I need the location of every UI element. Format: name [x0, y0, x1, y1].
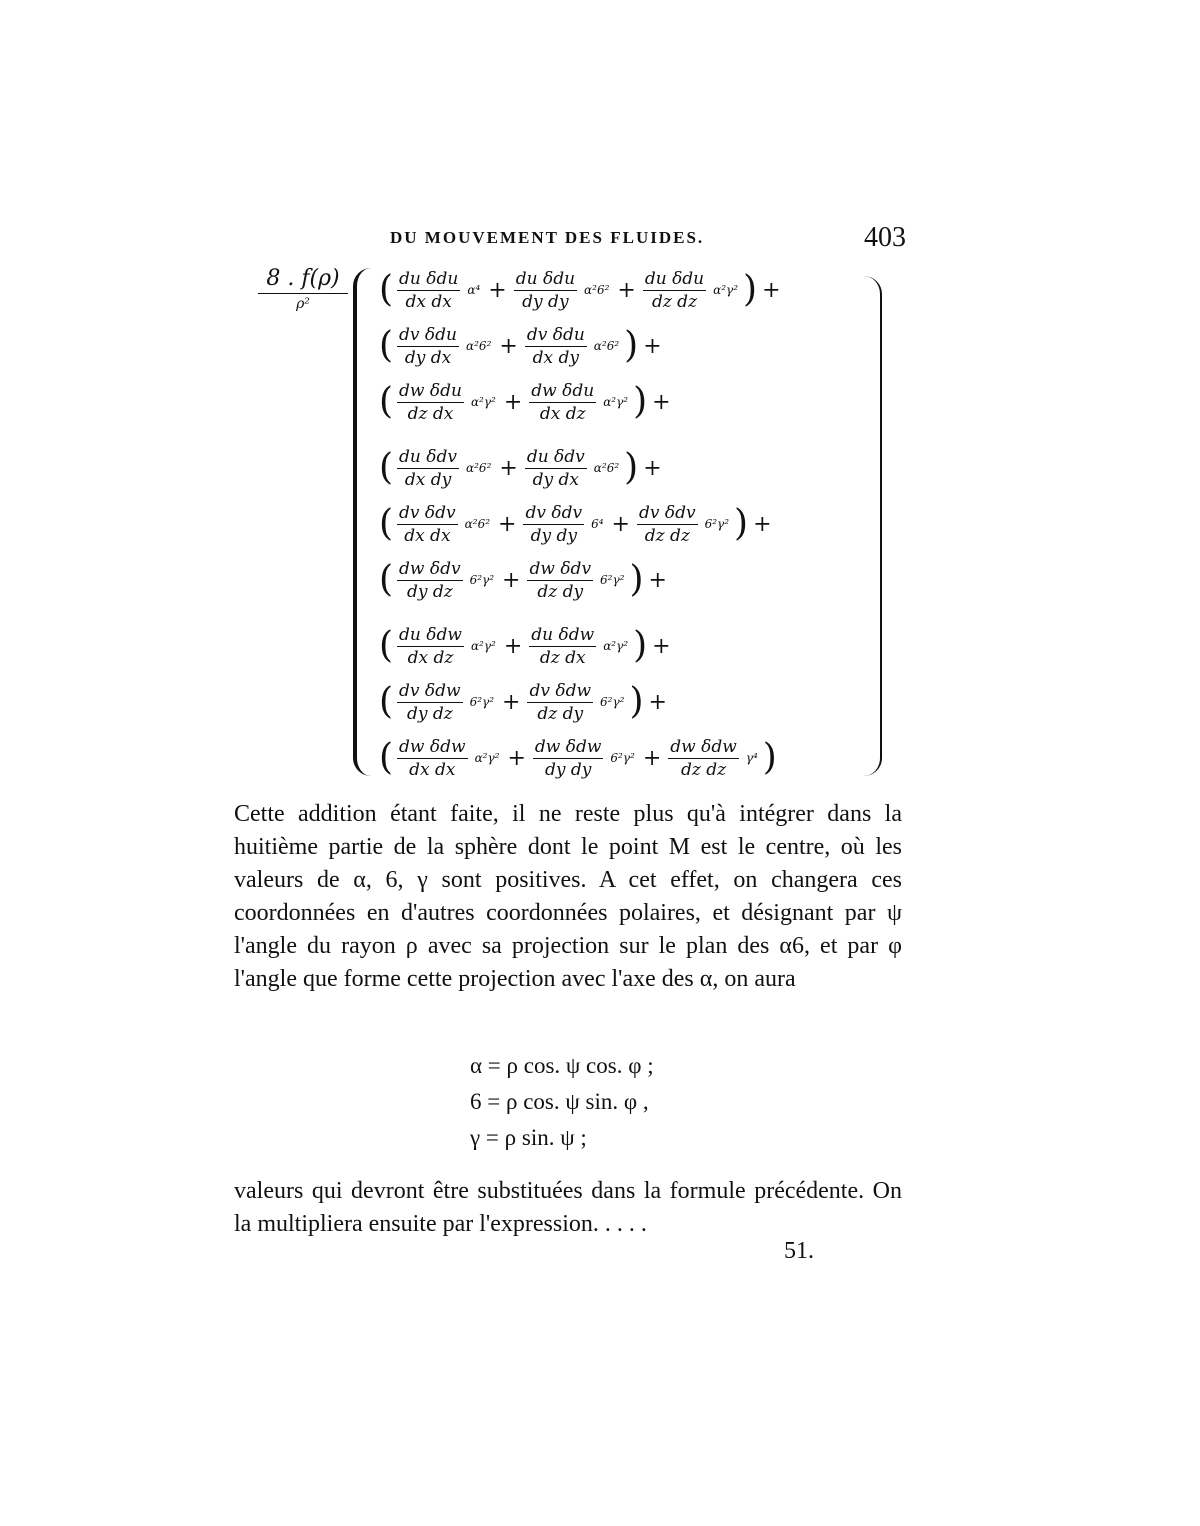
fraction [397, 559, 463, 602]
formula-line [378, 680, 671, 724]
fraction-numerator: dw δdw [399, 736, 466, 757]
plus-sign: + [502, 567, 521, 593]
fraction-denominator: dy dy [544, 759, 592, 780]
fraction-denominator: dz dy [537, 581, 584, 602]
open-paren: ( [379, 625, 394, 666]
formula-line [378, 502, 776, 546]
formula-line [378, 446, 666, 490]
coefficient: α⁴ [467, 283, 481, 297]
coefficient: α²γ² [474, 751, 500, 765]
fraction-numerator: du δdu [644, 268, 705, 289]
prefactor-denominator: ρ² [296, 296, 310, 312]
fraction-denominator: dz dy [537, 703, 584, 724]
open-paren: ( [379, 737, 394, 778]
plus-sign: + [488, 277, 507, 303]
fraction [525, 447, 587, 490]
fraction [397, 503, 458, 546]
coefficient: α²6² [584, 283, 610, 297]
paragraph-substitution: valeurs qui devront être substituées dans la formule précédente. On la multipliera ensuite par l'expression. . . . . [234, 1178, 902, 1237]
fraction [529, 381, 596, 424]
fraction-numerator: dw δdu [399, 380, 462, 401]
fraction-denominator: dz dx [539, 647, 586, 668]
fraction-numerator: du δdu [399, 268, 459, 289]
plus-sign: + [642, 745, 662, 771]
close-paren: ) [762, 737, 777, 778]
close-paren: ) [734, 503, 749, 544]
fraction-numerator: du δdw [399, 624, 462, 645]
plus-sign: + [611, 511, 630, 537]
fraction-denominator: dx dy [532, 347, 579, 368]
plus-sign: + [648, 567, 667, 593]
coefficient: 6²γ² [469, 695, 495, 709]
plus-sign: + [499, 333, 518, 359]
plus-sign: + [617, 277, 636, 303]
equation-gamma: γ = ρ sin. ψ ; [470, 1125, 587, 1150]
page-number: 403 [864, 222, 906, 253]
right-bracket [862, 276, 882, 776]
fraction-numerator: dw δdv [529, 558, 592, 579]
fraction-numerator: dv δdu [399, 324, 458, 345]
page-header [390, 222, 910, 258]
plus-sign: + [503, 389, 523, 415]
prefactor-numerator: 8 . f(ρ) [258, 266, 348, 294]
fraction [527, 559, 593, 602]
fraction-denominator: dx dx [409, 759, 456, 780]
coefficient: 6²γ² [600, 573, 625, 587]
left-bracket [353, 268, 381, 776]
fraction-denominator: dy dy [530, 525, 577, 546]
fraction [525, 325, 587, 368]
coefficient: 6⁴ [591, 517, 604, 531]
close-paren: ) [629, 559, 644, 600]
equation-alpha: α = ρ cos. ψ cos. φ ; [470, 1053, 654, 1078]
open-paren: ( [379, 447, 394, 488]
fraction-numerator: dv δdw [529, 680, 592, 701]
plus-sign: + [499, 455, 518, 481]
fraction-numerator: du δdv [526, 446, 585, 467]
plus-sign: + [652, 633, 671, 659]
open-paren: ( [379, 381, 394, 422]
fraction-denominator: dz dz [644, 525, 690, 546]
fraction [514, 269, 577, 312]
coefficient: α²γ² [603, 639, 629, 653]
open-paren: ( [379, 681, 394, 722]
fraction-denominator: dx dx [405, 291, 452, 312]
coefficient: α²γ² [470, 395, 496, 409]
plus-sign: + [507, 745, 526, 771]
close-paren: ) [633, 381, 648, 422]
open-paren: ( [379, 325, 394, 366]
coefficient: 6²γ² [600, 695, 625, 709]
close-paren: ) [629, 681, 644, 722]
fraction-denominator: dy dy [522, 291, 569, 312]
fraction [397, 737, 468, 780]
fraction-numerator: dv δdv [638, 502, 696, 523]
formula-line [378, 558, 671, 602]
fraction-denominator: dz dx [407, 403, 454, 424]
fraction-numerator: dw δdv [399, 558, 461, 579]
fraction-numerator: dw δdu [531, 380, 595, 401]
coefficient: γ⁴ [745, 751, 758, 765]
fraction-numerator: dv δdv [399, 502, 456, 523]
plus-sign: + [503, 633, 523, 659]
fraction-numerator: dw δdw [534, 736, 602, 757]
coefficient: α²6² [464, 517, 491, 531]
close-paren: ) [743, 269, 758, 310]
fraction-numerator: du δdu [515, 268, 576, 289]
fraction-denominator: dx dz [407, 647, 454, 668]
fraction [527, 681, 593, 724]
plus-sign: + [762, 277, 781, 303]
equation-beta: 6 = ρ cos. ψ sin. φ , [470, 1089, 649, 1114]
fraction [668, 737, 739, 780]
fraction [637, 503, 698, 546]
close-paren: ) [624, 447, 639, 488]
integrand-formula [250, 262, 900, 782]
plus-sign: + [498, 511, 517, 537]
coefficient: 6²γ² [704, 517, 730, 531]
coefficient: 6²γ² [469, 573, 495, 587]
fraction-denominator: dy dx [404, 347, 452, 368]
coefficient: α²6² [593, 339, 620, 353]
fraction [523, 503, 584, 546]
coefficient: α²γ² [470, 639, 496, 653]
close-paren: ) [633, 625, 648, 666]
fraction-denominator: dy dz [406, 581, 453, 602]
coefficient: α²6² [466, 339, 492, 353]
fraction-denominator: dz dz [651, 291, 698, 312]
plus-sign: + [753, 511, 772, 537]
fraction [643, 269, 706, 312]
fraction [529, 625, 596, 668]
formula-line [378, 380, 675, 424]
open-paren: ( [379, 503, 394, 544]
fraction [397, 325, 459, 368]
fraction [397, 447, 459, 490]
paragraph-integration: Cette addition étant faite, il ne reste plus qu'à intégrer dans la huitième partie de la sphère dont le point M est le centre, où les valeurs de α, 6, γ sont positives. A cet effet, on changera ces coordonnées en d'autres coordonnées polaires, et désignant par ψ l'angle du rayon ρ avec sa projection sur le plan des α6, et par φ l'angle que forme cette projection avec l'axe des α, on aura [234, 801, 902, 992]
polar-equations [470, 1048, 770, 1156]
running-title: DU MOUVEMENT DES FLUIDES. [390, 228, 705, 247]
fraction-denominator: dx dz [539, 403, 586, 424]
formula-line [378, 624, 675, 668]
coefficient: α²6² [466, 461, 492, 475]
formula-line [378, 268, 785, 312]
fraction-denominator: dx dy [404, 469, 452, 490]
plus-sign: + [643, 455, 662, 481]
signature-mark: 51. [784, 1238, 814, 1264]
fraction-numerator: dv δdu [526, 324, 585, 345]
formula-line [378, 324, 666, 368]
plus-sign: + [643, 333, 662, 359]
open-paren: ( [379, 269, 394, 310]
coefficient: α²6² [593, 461, 620, 475]
fraction [397, 681, 463, 724]
fraction-numerator: du δdw [531, 624, 595, 645]
open-paren: ( [379, 559, 394, 600]
fraction [397, 269, 460, 312]
coefficient: 6²γ² [610, 751, 635, 765]
plus-sign: + [502, 689, 521, 715]
fraction-numerator: dw δdw [670, 736, 737, 757]
fraction [397, 625, 464, 668]
formula-line [378, 736, 778, 780]
fraction-denominator: dz dz [681, 759, 727, 780]
formula-prefactor [258, 266, 348, 312]
fraction-denominator: dy dz [406, 703, 453, 724]
fraction-denominator: dy dx [532, 469, 579, 490]
fraction [533, 737, 604, 780]
fraction-numerator: du δdv [399, 446, 458, 467]
fraction-numerator: dv δdw [399, 680, 461, 701]
close-paren: ) [624, 325, 639, 366]
fraction-denominator: dx dx [404, 525, 451, 546]
coefficient: α²γ² [713, 283, 739, 297]
plus-sign: + [652, 389, 671, 415]
plus-sign: + [648, 689, 667, 715]
fraction [397, 381, 464, 424]
fraction-numerator: dv δdv [525, 502, 583, 523]
coefficient: α²γ² [603, 395, 629, 409]
